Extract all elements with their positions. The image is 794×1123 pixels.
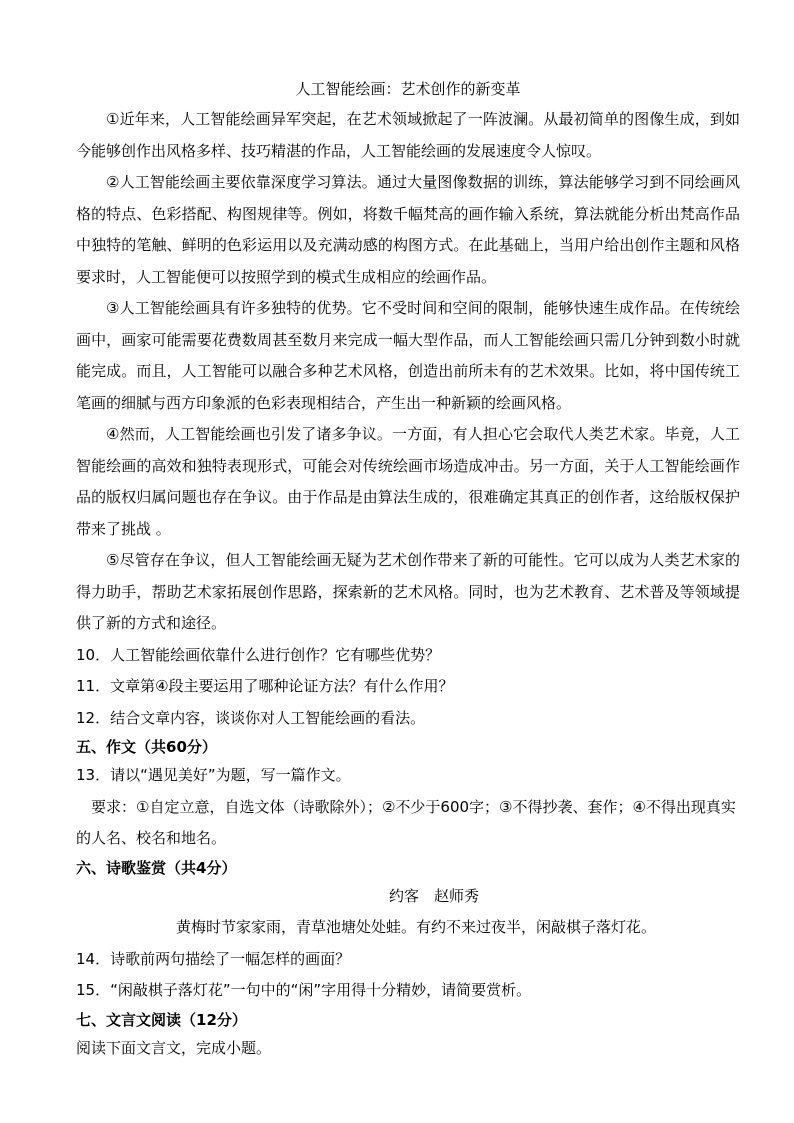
composition-prompt: 13．请以“遇见美好”为题，写一篇作文。	[76, 766, 351, 784]
poem-text: 黄梅时节家家雨，青草池塘处处蛙。有约不来过夜半，闲敲棋子落灯花。	[175, 918, 656, 936]
question-11: 11．文章第④段主要运用了哪种论证方法？有什么作用？	[76, 677, 454, 695]
section-heading-classical: 七、文言文阅读（12分）	[76, 1010, 247, 1029]
classical-instruction: 阅读下面文言文，完成小题。	[76, 1038, 272, 1057]
exam-page	[76, 78, 740, 1064]
paragraph-4: ④然而，人工智能绘画也引发了诸多争议。一方面，有人担心它会取代人类艺术家。毕竟，人工智能绘画的高效和独特表现形式，可能会对传统绘画市场造成冲击。另一方面，关于人工智能绘画作品的版权归属问题也存在争议。由于作品是由算法生成的，很难确定其真正的创作者，这给版权保护带来了挑战 。	[76, 425, 740, 538]
paragraph-3: ③人工智能绘画具有许多独特的优势。它不受时间和空间的限制，能够快速生成作品。在传统绘画中，画家可能需要花费数周甚至数月来完成一幅大型作品，而人工智能绘画只需几分钟到数小时就能完成。而且，人工智能可以融合多种艺术风格，创造出前所未有的艺术效果。比如，将中国传统工笔画的细腻与西方印象派的色彩表现相结合，产生出一种新颖的绘画风格。	[76, 299, 740, 412]
composition-requirement: 要求：①自定立意，自选文体（诗歌除外）；②不少于600字；③不得抄袭、套作；④不得出现真实的人名、校名和地名。	[76, 797, 736, 847]
paragraph-1: ①近年来，人工智能绘画异军突起，在艺术领域掀起了一阵波澜。从最初简单的图像生成，到如今能够创作出风格多样、技巧精湛的作品，人工智能绘画的发展速度令人惊叹。	[76, 110, 740, 160]
article-title: 人工智能绘画：艺术创作的新变革	[295, 80, 521, 98]
section-heading-composition: 五、作文（共60分）	[76, 738, 217, 756]
paragraph-5: ⑤尽管存在争议，但人工智能绘画无疑为艺术创作带来了新的可能性。它可以成为人类艺术家的得力助手，帮助艺术家拓展创作思路，探索新的艺术风格。同时，也为艺术教育、艺术普及等领域提供了新的方式和途径。	[76, 551, 740, 632]
question-15: 15．“闲敲棋子落灯花”一句中的“闲”字用得十分精妙，请简要赏析。	[76, 981, 532, 999]
question-12: 12．结合文章内容，谈谈你对人工智能绘画的看法。	[76, 708, 426, 727]
paragraph-2: ②人工智能绘画主要依靠深度学习算法。通过大量图像数据的训练，算法能够学习到不同绘画风格的特点、色彩搭配、构图规律等。例如，将数千幅梵高的画作输入系统，算法就能分析出梵高作品中独特的笔触、鲜明的色彩运用以及充满动感的构图方式。在此基础上，当用户给出创作主题和风格要求时，人工智能便可以按照学到的模式生成相应的绘画作品。	[76, 173, 740, 286]
question-10: 10．人工智能绘画依靠什么进行创作？它有哪些优势？	[76, 645, 441, 664]
section-heading-poetry: 六、诗歌鉴赏（共4分）	[76, 858, 237, 877]
poem-title: 约客 赵师秀	[388, 886, 479, 905]
question-14: 14．诗歌前两句描绘了一幅怎样的画面？	[76, 949, 351, 968]
